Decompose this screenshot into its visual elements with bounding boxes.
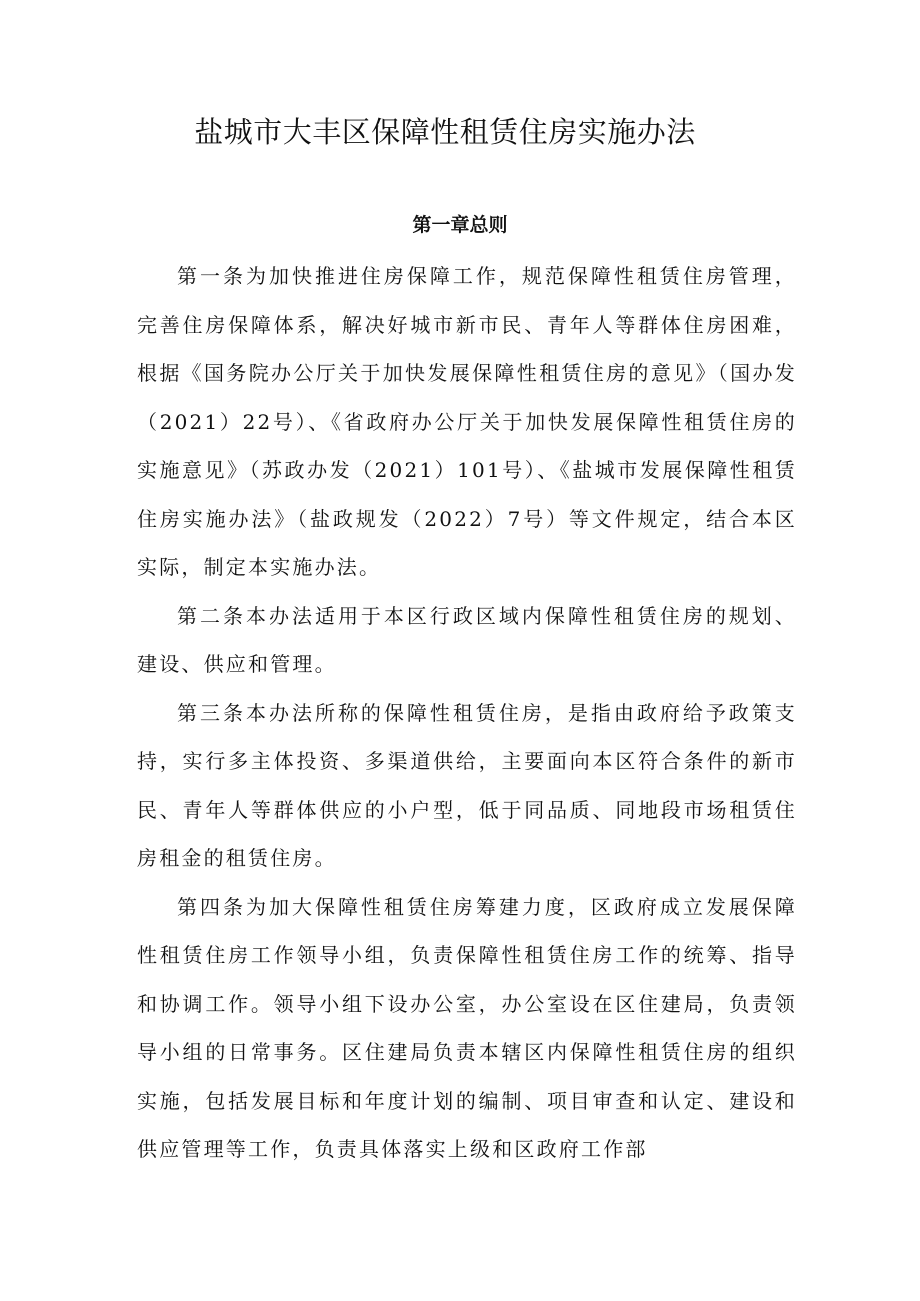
article-3-paragraph: 第三条本办法所称的保障性租赁住房，是指由政府给予政策支持，实行多主体投资、多渠道供给，主要面向本区符合条件的新市民、青年人等群体供应的小户型，低于同品质、同地段市场租赁住房租金的租赁住房。 [137,700,797,870]
article-2-paragraph: 第二条本办法适用于本区行政区域内保障性租赁住房的规划、建设、供应和管理。 [137,603,797,676]
chapter-heading: 第一章总则 [412,214,508,236]
article-4-paragraph: 第四条为加大保障性租赁住房筹建力度，区政府成立发展保障性租赁住房工作领导小组，负责保障性租赁住房工作的统筹、指导和协调工作。领导小组下设办公室，办公室设在区住建局，负责领导小组的日常事务。区住建局负责本辖区内保障性租赁住房的组织实施，包括发展目标和年度计划的编制、项目审查和认定、建设和供应管理等工作，负责具体落实上级和区政府工作部 [137,894,797,1161]
document-title: 盐城市大丰区保障性租赁住房实施办法 [194,115,696,149]
document-body [137,252,797,1174]
article-1-paragraph: 第一条为加快推进住房保障工作，规范保障性租赁住房管理，完善住房保障体系，解决好城市新市民、青年人等群体住房困难，根据《国务院办公厅关于加快发展保障性租赁住房的意见》（国办发（2021）22号）、《省政府办公厅关于加快发展保障性租赁住房的实施意见》（苏政办发（2021）101号）、《盐城市发展保障性租赁住房实施办法》（盐政规发（2022）7号）等文件规定，结合本区实际，制定本实施办法。 [137,264,797,579]
